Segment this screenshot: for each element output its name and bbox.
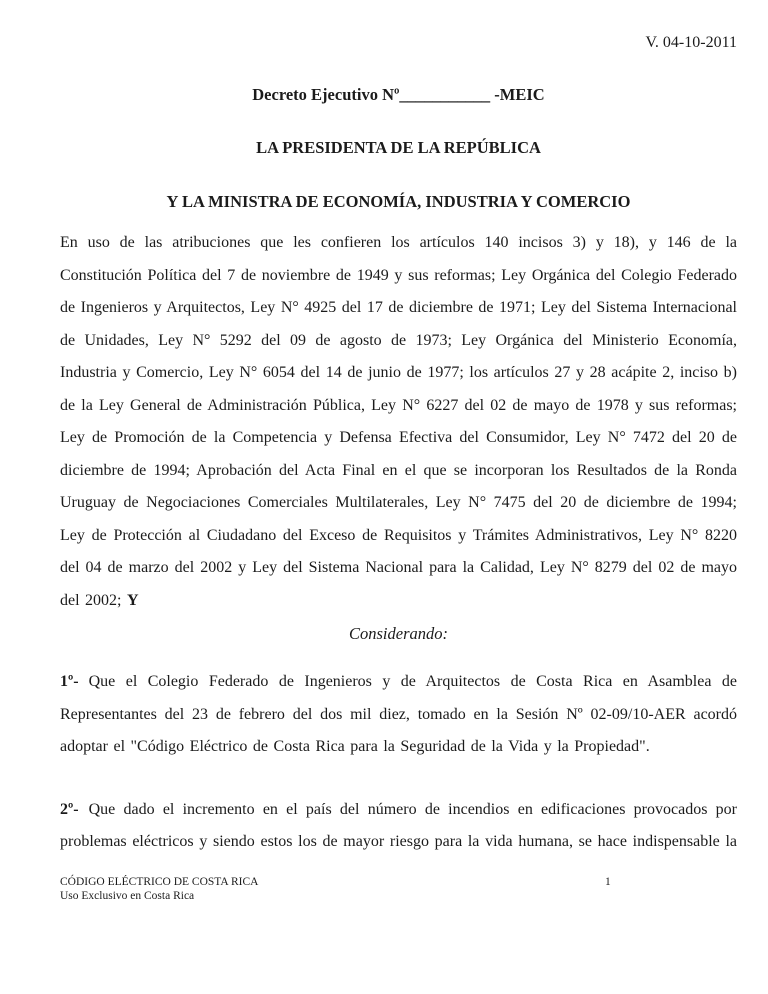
preamble-paragraph	[60, 227, 737, 617]
consideration-paragraph-2	[60, 794, 737, 859]
consideration-2-number: 2º-	[60, 800, 79, 818]
consideration-2-text: Que dado el incremento en el país del número de incendios en edificaciones provocados por problemas eléctricos y siendo estos los de mayor riesgo para la vida humana, se hace indispensable la	[60, 800, 737, 850]
footer-usage-note: Uso Exclusivo en Costa Rica	[60, 889, 195, 902]
version-label: V. 04-10-2011	[645, 34, 737, 51]
preamble-suffix: Y	[127, 591, 139, 609]
consideration-1-text: Que el Colegio Federado de Ingenieros y de Arquitectos de Costa Rica en Asamblea de Representantes del 23 de febrero del dos mil diez, tomado en la Sesión Nº 02-09/10-AER acordó adoptar el "Código Eléctrico de Costa Rica para la Seguridad de la Vida y la Propiedad".	[60, 673, 737, 755]
preamble-text: En uso de las atribuciones que les confieren los artículos 140 incisos 3) y 18), y 146 de la Constitución Política del 7 de noviembre de 1949 y sus reformas; Ley Orgánica del Colegio Federado de Ingenieros y Arquitectos, Ley N° 4925 del 17 de diciembre de 1971; Ley del Sistema Internacional de Unidades, Ley N° 5292 del 09 de agosto de 1973; Ley Orgánica del Ministerio Economía, Industria y Comercio, Ley N° 6054 del 14 de junio de 1977; los artículos 27 y 28 acápite 2, inciso b) de la Ley General de Administración Pública, Ley N° 6227 del 02 de mayo de 1978 y sus reformas; Ley de Promoción de la Competencia y Defensa Efectiva del Consumidor, Ley N° 7472 del 20 de diciembre de 1994; Aprobación del Acta Final en el que se incorporan los Resultados de la Ronda Uruguay de Negociaciones Comerciales Multilaterales, Ley N° 7475 del 20 de diciembre de 1994; Ley de Protección al Ciudadano del Exceso de Requisitos y Trámites Administrativos, Ley N° 8220 del 04 de marzo del 2002 y Ley del Sistema Nacional para la Calidad, Ley N° 8279 del 02 de mayo del 2002;	[60, 234, 737, 609]
considerando-heading: Considerando:	[349, 624, 448, 643]
consideration-1-number: 1º-	[60, 673, 79, 690]
page-footer	[60, 876, 737, 903]
page-number: 1	[605, 876, 611, 888]
heading-president: LA PRESIDENTA DE LA REPÚBLICA	[256, 138, 541, 157]
document-content	[60, 0, 737, 859]
decree-title: Decreto Ejecutivo Nº___________ -MEIC	[252, 85, 545, 104]
heading-minister: Y LA MINISTRA DE ECONOMÍA, INDUSTRIA Y COMERCIO	[166, 192, 631, 211]
consideration-paragraph-1	[60, 666, 737, 764]
footer-document-title: CÓDIGO ELÉCTRICO DE COSTA RICA	[60, 876, 259, 888]
